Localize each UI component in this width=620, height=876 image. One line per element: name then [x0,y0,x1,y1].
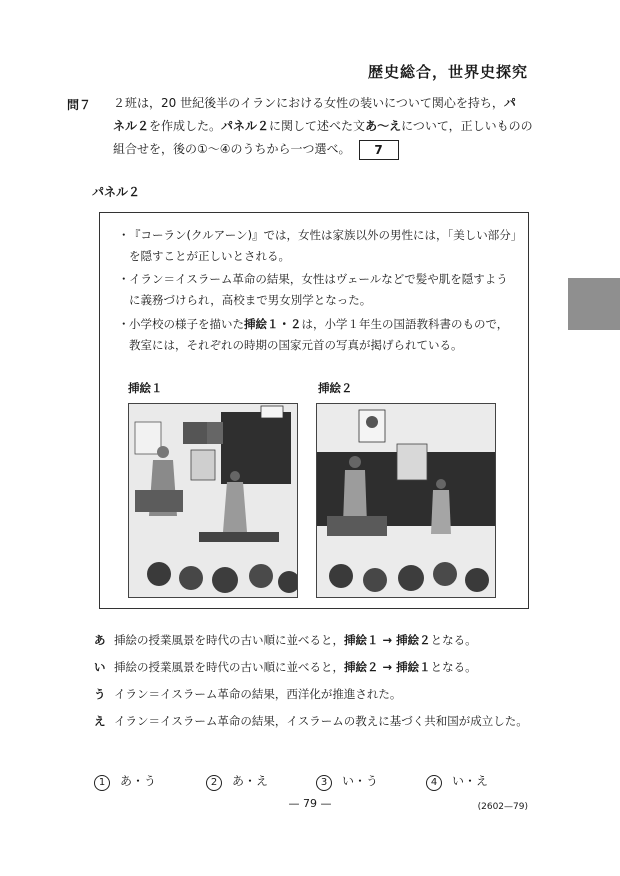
choice-text-end: となる。 [430,633,477,647]
question-line2c: に関して述べた文 [269,119,366,133]
choice-text: 挿絵の授業風景を時代の古い順に並べると， [114,633,344,647]
option-text: い・う [342,774,379,788]
option-4[interactable] [426,772,488,791]
panel-ref-part: パ [503,96,516,110]
bullet-dot: ・ [118,317,130,331]
choice-item [94,630,534,650]
choice-bold: 挿絵１ → 挿絵２ [344,633,431,647]
panel-box [99,212,529,609]
choice-item [94,657,534,677]
option-text: あ・う [120,774,157,788]
panel-bullet [118,225,518,267]
question-line3: 組合せを，後の①～④のうちから一つ選べ。 [113,142,351,156]
choice-key: え [94,714,106,728]
panel-ref: パネル２ [221,119,270,133]
choice-text: 挿絵の授業風景を時代の古い順に並べると， [114,660,344,674]
option-number: 4 [426,775,442,791]
choice-key: あ [94,633,106,647]
figure2-label: 挿絵２ [318,381,353,395]
question-number: 問７ [67,98,92,112]
bullet-text-a: 小学校の様子を描いた [129,317,244,331]
bullet-dot: ・ [118,272,130,286]
figures-ref: 挿絵１・２ [244,317,302,331]
panel-bullet [118,269,518,311]
page-code: (2602—79) [477,802,528,812]
bullet-text-c: は，小学１年生の国語教科書のもので，教室には，それぞれの時期の国家元首の写真が掲げられている。 [129,317,509,352]
bullet-text: 『コーラン(クルアーン)』では，女性は家族以外の男性には，「美しい部分」を隠すことが正しいとされる。 [129,228,517,263]
question-line2d: について，正しいものの [401,119,533,133]
figure1-label: 挿絵１ [128,381,163,395]
choice-bold: 挿絵２ → 挿絵１ [344,660,431,674]
question-line1: ２班は，20 世紀後半のイランにおける女性の装いについて関心を持ち， [113,96,504,110]
answer-box[interactable]: 7 [359,140,399,160]
choice-key: い [94,660,106,674]
figure2-illustration [316,403,496,598]
panel-label: パネル２ [92,185,141,199]
statements-ref: あ～え [365,119,402,133]
question-text [113,92,533,161]
page-number: — 79 — [288,797,332,810]
question-line2b: を作成した。 [149,119,222,133]
option-3[interactable] [316,772,378,791]
bullet-text [129,314,518,356]
panel-ref-rest: ネル２ [113,119,150,133]
choice-item [94,684,534,704]
option-text: い・え [452,774,489,788]
option-1[interactable] [94,772,156,791]
panel-bullet [118,314,518,356]
choice-text-end: となる。 [430,660,477,674]
section-title: 歴史総合，世界史探究 [367,63,528,81]
option-2[interactable] [206,772,268,791]
choice-key: う [94,687,106,701]
choice-text: イラン＝イスラーム革命の結果，西洋化が推進された。 [114,687,402,701]
figure1-illustration [128,403,298,598]
option-text: あ・え [232,774,269,788]
bullet-dot: ・ [118,228,130,242]
choice-text: イラン＝イスラーム革命の結果，イスラームの教えに基づく共和国が成立した。 [114,714,528,728]
choice-item [94,711,534,731]
side-index-tab [568,278,620,330]
bullet-text: イラン＝イスラーム革命の結果，女性はヴェールなどで髪や肌を隠すように義務づけられ，高校まで男女別学となった。 [129,272,508,307]
option-number: 1 [94,775,110,791]
option-number: 2 [206,775,222,791]
option-number: 3 [316,775,332,791]
